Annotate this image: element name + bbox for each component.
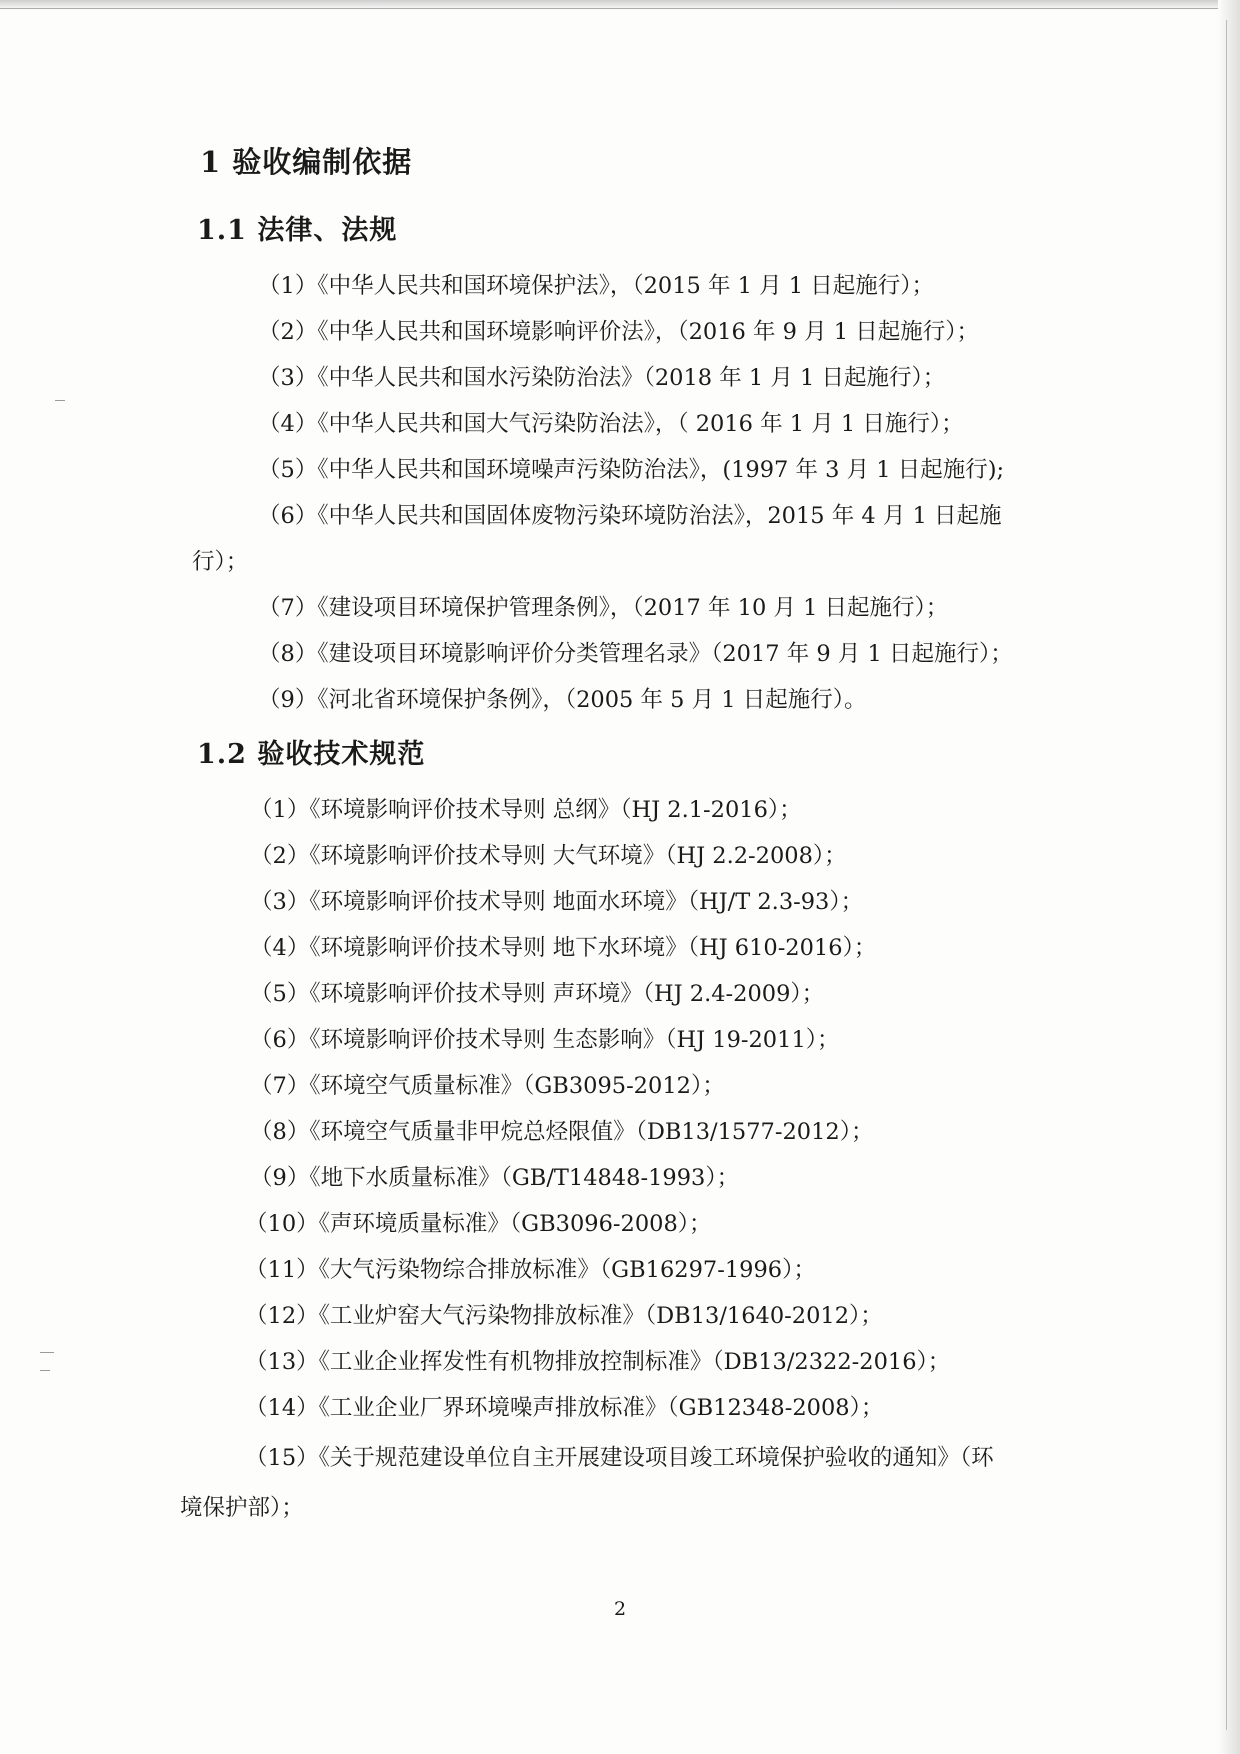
law-line-continuation: 行）；: [192, 549, 249, 575]
standard-line: （4）《环境影响评价技术导则 地下水环境》（HJ 610-2016）；: [250, 935, 877, 961]
law-line: （8）《建设项目环境影响评价分类管理名录》（2017 年 9 月 1 日起施行）；: [258, 641, 1013, 667]
scan-right-rule: [1226, 20, 1227, 1730]
scan-top-rule: [0, 8, 1240, 9]
standard-line: （1）《环境影响评价技术导则 总纲》（HJ 2.1-2016）；: [250, 797, 802, 823]
margin-mark: [55, 400, 65, 401]
standard-line: （12）《工业炉窑大气污染物排放标准》（DB13/1640-2012）；: [245, 1303, 883, 1329]
law-line: （7）《建设项目环境保护管理条例》，（2017 年 10 月 1 日起施行）；: [258, 595, 949, 621]
law-line: （1）《中华人民共和国环境保护法》，（2015 年 1 月 1 日起施行）；: [258, 273, 934, 299]
standard-line: （14）《工业企业厂界环境噪声排放标准》（GB12348-2008）；: [245, 1395, 884, 1421]
standard-line: （2）《环境影响评价技术导则 大气环境》（HJ 2.2-2008）；: [250, 843, 847, 869]
standard-line: （9）《地下水质量标准》（GB/T14848-1993）；: [250, 1165, 740, 1191]
standard-line: （15）《关于规范建设单位自主开展建设项目竣工环境保护验收的通知》（环: [245, 1445, 994, 1471]
standard-line: （8）《环境空气质量非甲烷总烃限值》（DB13/1577-2012）；: [250, 1119, 874, 1145]
law-line: （3）《中华人民共和国水污染防治法》（2018 年 1 月 1 日起施行）；: [258, 365, 946, 391]
section-heading-1-2: 1.2 验收技术规范: [197, 739, 426, 770]
page-number: 2: [613, 1598, 627, 1620]
law-line: （2）《中华人民共和国环境影响评价法》，（2016 年 9 月 1 日起施行）；: [258, 319, 979, 345]
section-heading-1-1: 1.1 法律、法规: [197, 215, 398, 246]
scan-right-shadow: [1218, 0, 1240, 1754]
standard-line: （7）《环境空气质量标准》（GB3095-2012）；: [250, 1073, 725, 1099]
margin-mark: [40, 1370, 50, 1371]
law-line: （4）《中华人民共和国大气污染防治法》，（ 2016 年 1 月 1 日施行）；: [258, 411, 964, 437]
law-line: （6）《中华人民共和国固体废物污染环境防治法》，2015 年 4 月 1 日起施: [258, 503, 1002, 529]
standard-line: （13）《工业企业挥发性有机物排放控制标准》（DB13/2322-2016）；: [245, 1349, 951, 1375]
standard-line-continuation: 境保护部）；: [180, 1495, 304, 1521]
standard-line: （5）《环境影响评价技术导则 声环境》（HJ 2.4-2009）；: [250, 981, 825, 1007]
chapter-heading: 1 验收编制依据: [200, 145, 413, 179]
margin-mark: [40, 1352, 54, 1353]
law-line: （9）《河北省环境保护条例》，（2005 年 5 月 1 日起施行）。: [258, 687, 867, 713]
standard-line: （11）《大气污染物综合排放标准》（GB16297-1996）；: [245, 1257, 816, 1283]
standard-line: （3）《环境影响评价技术导则 地面水环境》（HJ/T 2.3-93）；: [250, 889, 864, 915]
standard-line: （6）《环境影响评价技术导则 生态影响》（HJ 19-2011）；: [250, 1027, 840, 1053]
standard-line: （10）《声环境质量标准》（GB3096-2008）；: [245, 1211, 712, 1237]
law-line: （5）《中华人民共和国环境噪声污染防治法》，(1997 年 3 月 1 日起施行);: [258, 457, 1005, 483]
